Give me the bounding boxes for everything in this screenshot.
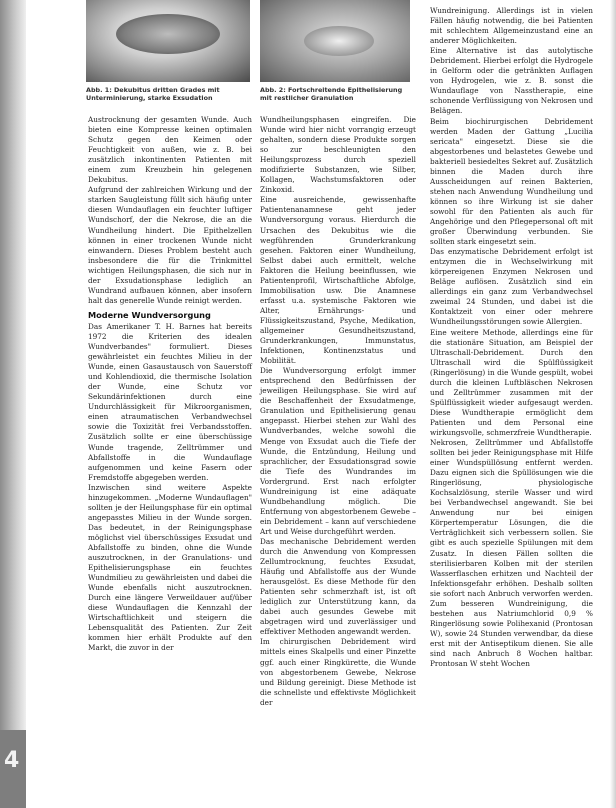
paragraph: Eine Alternative ist das autolytische Debridement. Hierbei erfolgt die Hydrogele in Gelform oder die getränkten Auflagen von Hydrogelen, wie z. B. sonst die Wundauflage von Nasstherapie, eine schonende Verflüssigung von Nekrosen und Belägen. — [430, 46, 593, 116]
text-column-2 — [260, 115, 416, 708]
page-binding-edge — [0, 0, 26, 808]
paragraph: Eine weitere Methode, allerdings eine für die stationäre Situation, am Beispiel der Ultraschall-Debridement. Durch den Ultraschall wird die Spülflüssigkeit (Ringerlösung) in die Wunde gespült, wobei durch die kleinen Luftbläschen Nekrosen und Zelltrümmer zusammen mit der Spülflüssigkeit wieder aufgesaugt werden. Diese Wundtherapie ermöglicht dem Patienten und dem Personal eine wirkungsvolle, schmerzfreie Wundtherapie. — [430, 327, 593, 437]
paragraph: Eine ausreichende, gewissenhafte Patientenanamnese geht jeder Wundversorgung voraus. Hierdurch die Ursachen des Dekubitus wie die wegführenden Grunderkrankung gesehen. Faktoren einer Wundheilung, Selbst dabei auch ermittelt, welche Faktoren die Heilung beeinflussen, wie Patientenprofil, Wirtschaftliche Abfolge, Immobilisation usw. Die Anamnese erfasst u.a. systemische Faktoren wie Alter, Ernährungs- und Flüssigkeitszustand, Psyche, Medikation, allgemeiner Gesundheitszustand, Grunderkrankungen, Immunstatus, Infektionen, Kontinenzstatus und Mobilität. — [260, 195, 416, 366]
paragraph: Nekrosen, Zelltrümmer und Abfallstoffe sollten bei jeder Reinigungsphase mit Hilfe einer Wundspüllösung entfernt werden. Dazu eignen sich die Spüllösungen wie die Ringerlösung, physiologische Kochsalzlösung, sterile Wasser und wird bei Verbandwechsel angewandt. Sie bei Anwendung nur bei einigen Körpertemperatur Lösungen, die die Verträglichkeit sich verbessern sollen. Sie gibt es auch spezielle Spülungen mit dem Zusatz. In diesen Fällen sollten die sterilisierbaren Kolben mit der sterilen Wasserflaschen erhitzen und Nachteil der Infektionsgefahr erhöhen. Deshalb sollten sie sofort nach Anbruch verworfen werden. Zum besseren Wundreinigung, die bestehen aus Natriumchlorid 0,9 % Ringerlösung sowie Polihexanid (Prontosan W), sowie 24 Stunden verwendbar, da diese erst mit der Antiseptikum dienen. Sie alle sind nach Anbruch 8 Wochen haltbar. Prontosan W steht Wochen — [430, 438, 593, 669]
paragraph: Aufgrund der zahlreichen Wirkung und der starken Saugleistung füllt sich häufig unter diesen Wundauflagen ein feuchter luftiger Wundschorf, der die Nekrose, die an die Wundheilung hindert. Die Epithelzellen können in einer trockenen Wunde nicht einwandern. Dieses Problem besteht auch insbesondere die für die Trinkmittel wichtigen Heilungsphasen, die sich nur in der Exsudationsphase lediglich an Wundrand aufbauen können, aber insofern halt das generelle Wunde reinigt werden. — [88, 185, 252, 305]
paragraph: Beim biochirurgischen Debridement werden Maden der Gattung „Lucilia sericata" eingesetzt. Diese sie die abgestorbenes und belastetes Gewebe und bakteriell besiedeltes Sekret auf. Zusätzlich binnen die Maden durch ihre Ausscheidungen auf reinen Bakterien, stehen nach Anwendung Wundheilung und können so ihre Wirkung ist sie daher sowohl für den Patienten als auch für Angehörige und den Pflegepersonal oft mit großer Überwindung verbunden. Sie sollten stark eingesetzt sein. — [430, 116, 593, 247]
wound-image — [116, 14, 220, 54]
page-number: 4 — [4, 748, 20, 773]
section-heading: Moderne Wundversorgung — [88, 309, 211, 320]
paragraph: Inzwischen sind weitere Aspekte hinzugekommen. „Moderne Wundauflagen" sollten je der Heilungsphase für ein optimal angepasstes Milieu in der Wunde sorgen. Das bedeutet, in der Reinigungsphase möglichst viel überschüssiges Exsudat und Abfallstoffe zu binden, ohne die Wunde auszutrocknen, in der Granulations- und Epithelisierungsphase ein feuchtes Wundmilieu zu gewährleisten und dabei die Wunde ebenfalls nicht auszutrocknen. Durch eine längere Verweildauer auf/über diese Wundauflagen die Kennzahl der Wirtschaftlichkeit und steigern die Lebensqualität des Patienten. Zur Zeit kommen hier erhält Produkte auf den Markt, die zuvor in der — [88, 482, 252, 653]
paragraph: Wundheilungsphasen eingreifen. Die Wunde wird hier nicht vorrangig erzeugt gehalten, sondern diese Produkte sorgen so zur beschleunigten den Heilungsprozess durch speziell modifizierte Substanzen, wie Silber, Kollagen, Wachstumsfaktoren oder Zinkoxid. — [260, 115, 416, 195]
paragraph: Wundreinigung. Allerdings ist in vielen Fällen häufig notwendig, die bei Patienten mit schlechtem Allgemeinzustand eine an anderer Möglichkeiten. — [430, 6, 593, 46]
paragraph: Das mechanische Debridement werden durch die Anwendung von Kompressen Zellumtrocknung, feuchtes Exsudat, Häufig und Abfallstoffe aus der Wunde herausgelöst. Es diese Methode für den Patienten sehr schmerzhaft ist, ist oft lediglich zur Unterstützung kann, da dabei auch gesundes Gewebe mit abgetragen wird und zuverlässiger und effektiver Methoden angewandt werden. — [260, 536, 416, 637]
paragraph: Austrocknung der gesamten Wunde. Auch bieten eine Kompresse keinen optimalen Schutz gegen den Keimen oder Feuchtigkeit von außen, wie z. B. bei zusätzlich inkontinenten Patienten mit einem zum Kreuzbein hin gelegenen Dekubitus. — [88, 115, 252, 185]
figure-2-caption: Abb. 2: Fortschreitende Epithelisierung mit restlicher Granulation — [260, 86, 403, 102]
text-column-1 — [88, 115, 252, 653]
figure-1-photo — [86, 0, 250, 82]
page-right-edge — [610, 0, 616, 808]
paragraph: Die Wundversorgung erfolgt immer entsprechend den Bedürfnissen der jeweiligen Heilungsphase. Sie wird auf die Beschaffenheit der Exsudatmenge, Granulation und Epithelisierung genau angepasst. Hierbei stehen zur Wahl des Wundverbandes, welche sowohl die Menge von Exsudat auch die Tiefe der Wunde, die Entzündung, Heilung und sprachlicher, der Exsudationsgrad sowie die Tiefe des Wundrandes im Vordergrund. Erst nach erfolgter Wundreinigung ist eine adäquate Wundbehandlung möglich. Die Entfernung von abgestorbenem Gewebe – ein Debridement – kann auf verschiedene Art und Weise durchgeführt werden. — [260, 366, 416, 536]
figure-2-photo — [260, 0, 410, 82]
paragraph: Das Amerikaner T. H. Barnes hat bereits 1972 die Kriterien des idealen Wundverbandes" formuliert. Dieses gewährleistet ein feuchtes Milieu in der Wunde, einen Gasaustausch von Sauerstoff und Kohlendioxid, die thermische Isolation der Wunde, eine Schutz vor Sekundärinfektionen durch eine Undurchlässigkeit für Mikroorganismen, einen atraumatischen Verbandwechsel sowie die Toxizität frei Verbandsstoffen. Zusätzlich sollte er eine überschüssige Wunde tragende, Zelltrümmer und Abfallstoffe in die Wundauflage aufgenommen und keine Fasern oder Fremdstoffe abgegeben werden. — [88, 321, 252, 482]
text-column-3 — [430, 6, 593, 669]
paragraph: Im chirurgischen Debridement wird mittels eines Skalpells und einer Pinzette ggf. auch einer Ringkürette, die Wunde von abgestorbenem Gewebe, Nekrose und Bildung gereinigt. Diese Methode ist die schnellste und effektivste Möglichkeit der — [260, 637, 416, 707]
paragraph: Das enzymatische Debridement erfolgt ist entzymen die in Wechselwirkung mit körpereigenen Enzymen Nekrosen und Beläge auflösen. Zusätzlich sind ein allerdings ein ganz zum Verbandwechsel zweimal 24 Stunden, und dabei ist die Kontaktzeit von einer oder mehrere Wundheilungsstörungen sowie Allergien. — [430, 247, 593, 327]
wound-image — [304, 26, 374, 56]
figure-1-caption: Abb. 1: Dekubitus dritten Grades mit Unterminierung, starke Exsudation — [86, 86, 220, 102]
